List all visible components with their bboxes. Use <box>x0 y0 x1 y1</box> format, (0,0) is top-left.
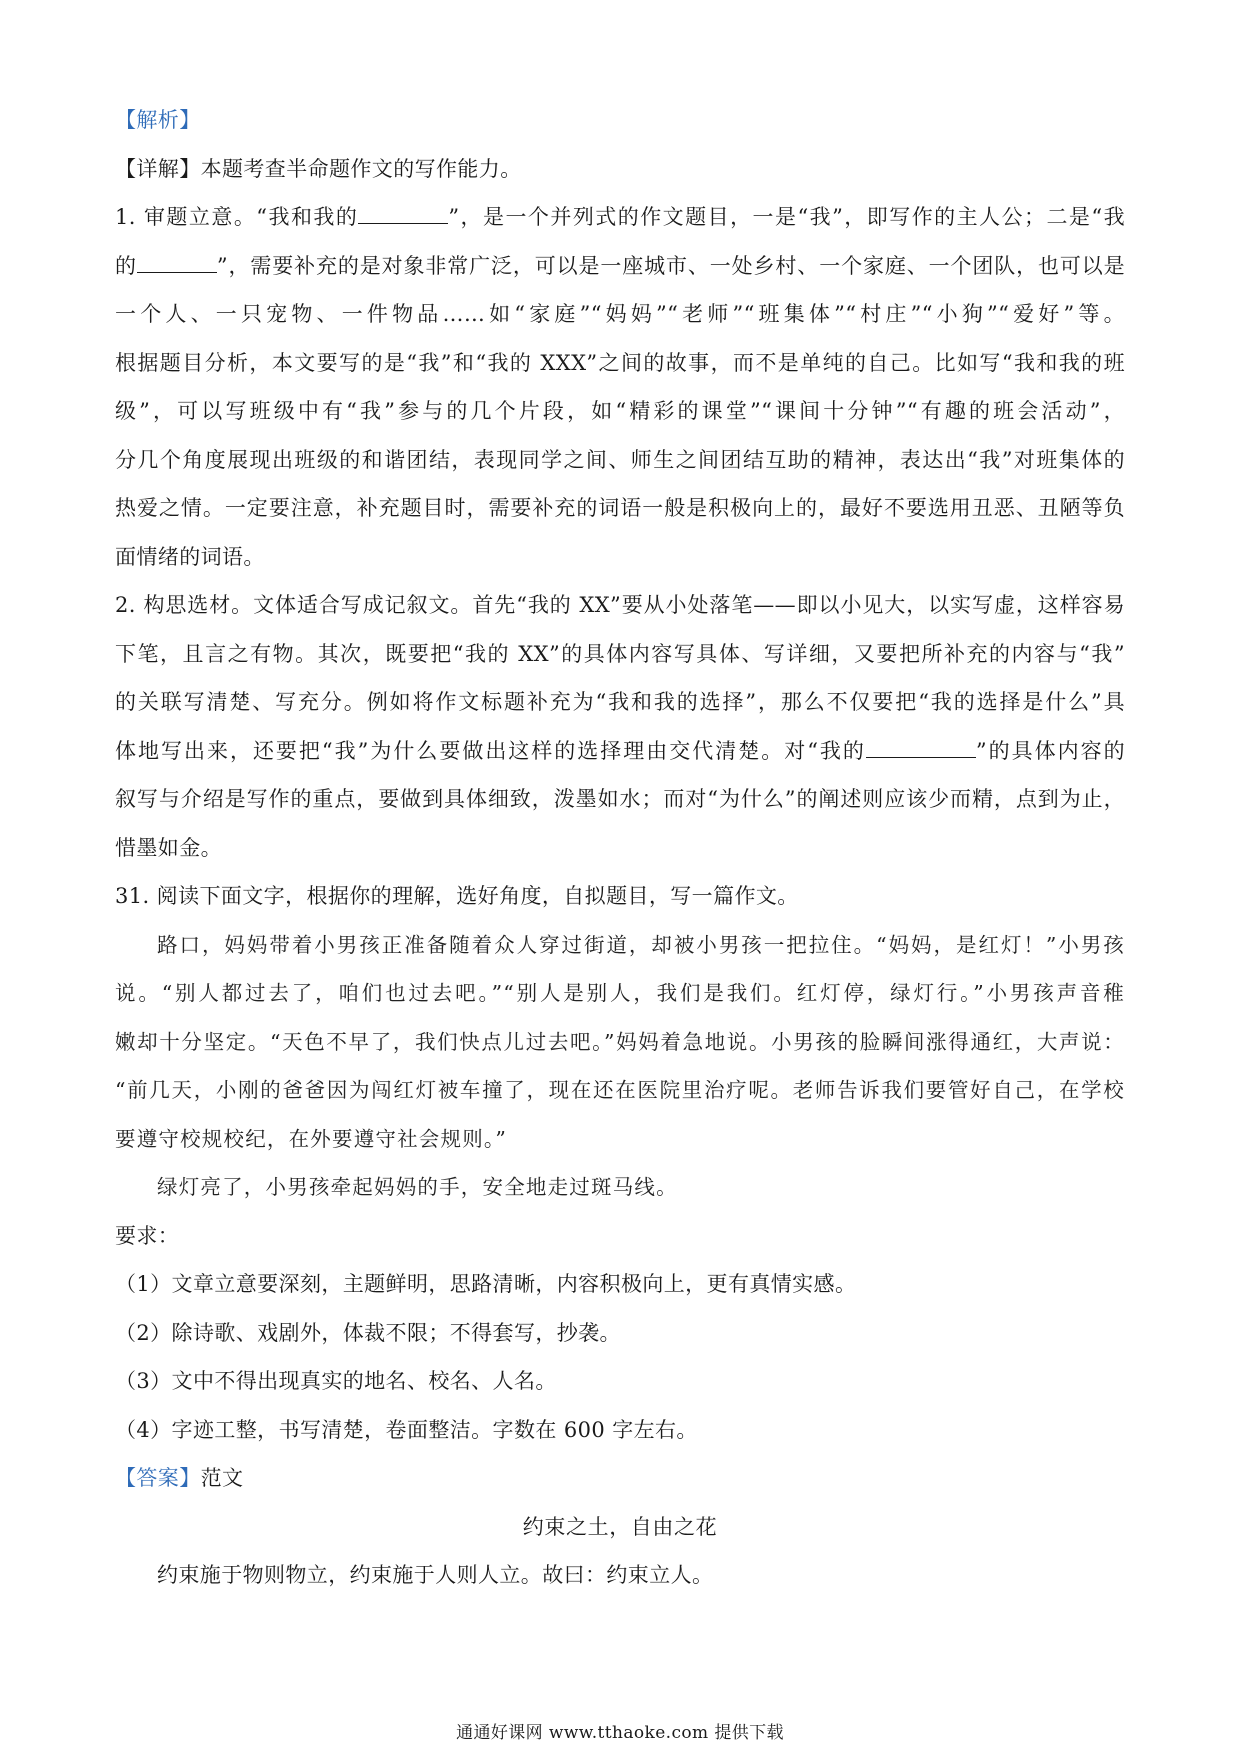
section2-line-4 <box>115 727 1125 776</box>
material-line-2: 说。“别人都过去了，咱们也过去吧。”“别人是别人，我们是我们。红灯停，绿灯行。”小男孩声音稚 <box>115 981 1125 1005</box>
footer-watermark: 通通好课网 www.tthaoke.com 提供下载 <box>456 1723 784 1743</box>
answer-line <box>115 1454 1125 1503</box>
material-line-5: 要遵守校规校纪，在外要遵守社会规则。” <box>115 1126 508 1151</box>
section1-line-3: 一个人、一只宠物、一件物品……如“家庭”“妈妈”“老师”“班集体”“村庄”“小狗”“爱好”等。 <box>115 302 1125 326</box>
requirement-3: （3）文中不得出现真实的地名、校名、人名。 <box>115 1369 557 1393</box>
section1-line-5: 级”，可以写班级中有“我”参与的几个片段，如“精彩的课堂”“课间十分钟”“有趣的班会活动”， <box>115 399 1125 423</box>
detail-label: 【详解】 <box>115 156 201 181</box>
section1-line-4: 根据题目分析，本文要写的是“我”和“我的 XXX”之间的故事，而不是单纯的自己。比如写“我和我的班 <box>115 350 1125 375</box>
section1-line-8: 面情绪的词语。 <box>115 544 265 569</box>
section2-text: 体地写出来，还要把“我”为什么要做出这样的选择理由交代清楚。对“我的 <box>115 738 866 763</box>
detail-paragraph <box>115 145 1125 194</box>
section2-line-6: 惜墨如金。 <box>115 835 222 860</box>
material-line-3: 嫩却十分坚定。“天色不早了，我们快点儿过去吧。”妈妈着急地说。小男孩的脸瞬间涨得通红，大声说： <box>115 1029 1125 1054</box>
requirement-2: （2）除诗歌、戏剧外，体裁不限；不得套写，抄袭。 <box>115 1320 621 1345</box>
section2-text: ”的具体内容的 <box>975 738 1125 763</box>
document-page <box>115 96 1125 1600</box>
section1-text: ”，需要补充的是对象非常广泛，可以是一座城市、一处乡村、一个家庭、一个团队，也可以是 <box>216 253 1125 278</box>
fill-blank <box>137 250 217 273</box>
answer-text: 范文 <box>200 1466 244 1490</box>
question-31-prompt: 31. 阅读下面文字，根据你的理解，选好角度，自拟题目，写一篇作文。 <box>115 884 799 908</box>
essay-first-line: 约束施于物则物立，约束施于人则人立。故曰：约束立人。 <box>157 1563 714 1587</box>
section2-line-3: 的关联写清楚、写充分。例如将作文标题补充为“我和我的选择”，那么不仅要把“我的选择是什么”具 <box>115 690 1125 714</box>
section1-text: ”，是一个并列式的作文题目，一是“我”，即写作的主人公；二是“我 <box>448 205 1125 229</box>
fill-blank <box>866 735 976 758</box>
requirement-4: （4）字迹工整，书写清楚，卷面整洁。字数在 600 字左右。 <box>115 1417 698 1442</box>
material-line-6: 绿灯亮了，小男孩牵起妈妈的手，安全地走过斑马线。 <box>157 1175 678 1199</box>
section2-line-5: 叙写与介绍是写作的重点，要做到具体细致，泼墨如水；而对“为什么”的阐述则应该少而精，点到为止， <box>115 787 1125 811</box>
section1-line-2 <box>115 242 1125 291</box>
essay-title: 约束之土，自由之花 <box>522 1514 718 1539</box>
section1-text: 1. 审题立意。“我和我的 <box>115 205 359 229</box>
answer-label: 【答案】 <box>115 1466 201 1490</box>
fill-blank <box>358 201 448 224</box>
section1-text: 的 <box>115 253 137 278</box>
analysis-header: 【解析】 <box>115 108 201 132</box>
material-line-1: 路口，妈妈带着小男孩正准备随着众人穿过街道，却被小男孩一把拉住。“妈妈，是红灯！”小男孩 <box>157 932 1125 957</box>
requirement-1: （1）文章立意要深刻，主题鲜明，思路清晰，内容积极向上，更有真情实感。 <box>115 1272 857 1296</box>
detail-text: 本题考查半命题作文的写作能力。 <box>200 156 522 181</box>
section1-line-1 <box>115 193 1125 242</box>
requirements-title: 要求： <box>115 1223 180 1248</box>
section2-line-2: 下笔，且言之有物。其次，既要把“我的 XX”的具体内容写具体、写详细，又要把所补充的内容与“我” <box>115 641 1125 666</box>
section1-line-6: 分几个角度展现出班级的和谐团结，表现同学之间、师生之间团结互助的精神，表达出“我”对班集体的 <box>115 447 1125 472</box>
section2-line-1: 2. 构思选材。文体适合写成记叙文。首先“我的 XX”要从小处落笔——即以小见大，以实写虚，这样容易 <box>115 593 1125 617</box>
section1-line-7: 热爱之情。一定要注意，补充题目时，需要补充的词语一般是积极向上的，最好不要选用丑恶、丑陋等负 <box>115 496 1125 520</box>
material-line-4: “前几天，小刚的爸爸因为闯红灯被车撞了，现在还在医院里治疗呢。老师告诉我们要管好自己，在学校 <box>115 1078 1125 1102</box>
